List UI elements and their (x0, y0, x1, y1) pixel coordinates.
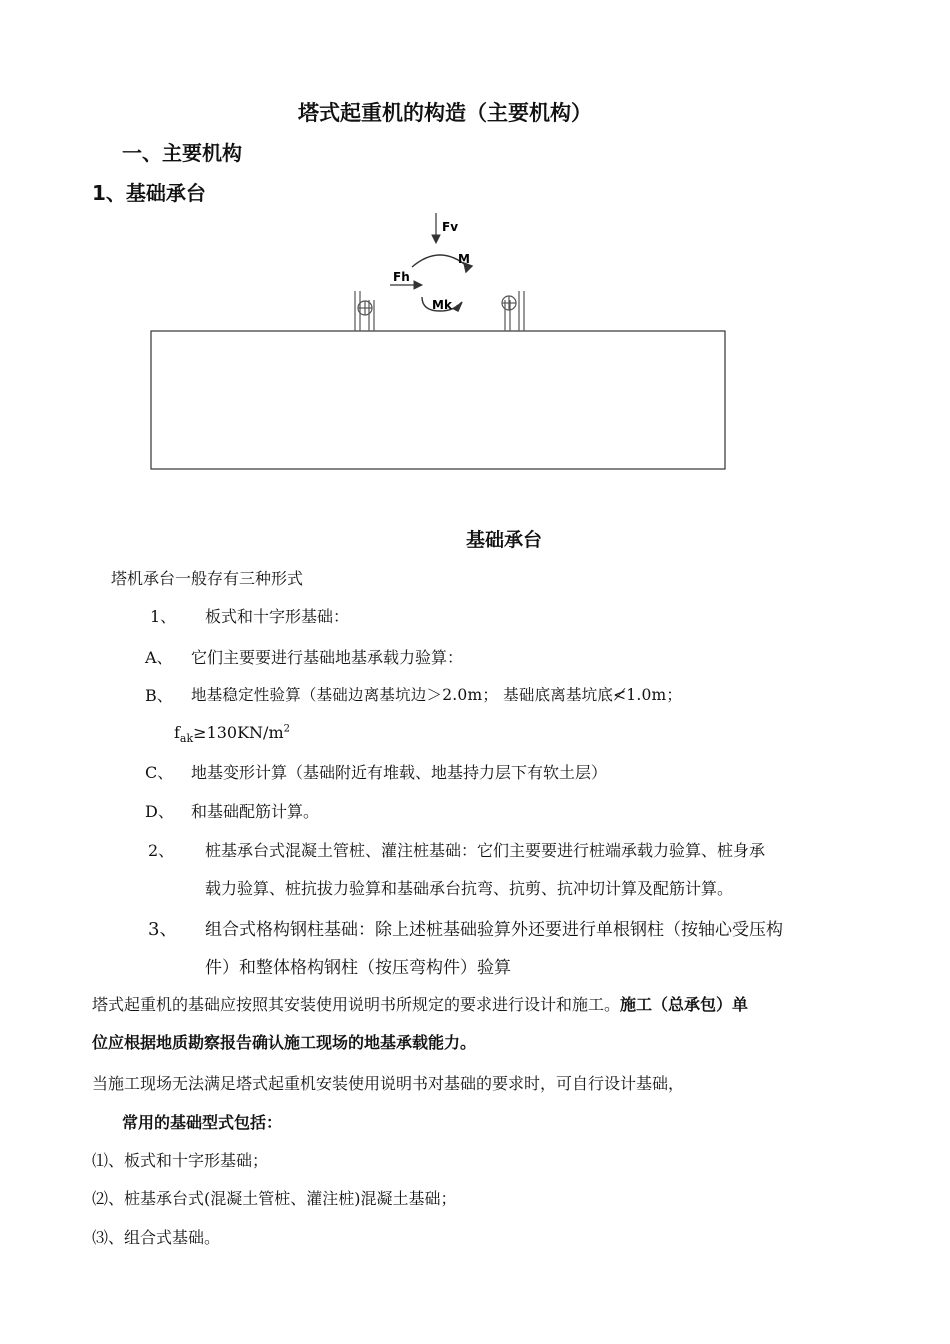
paragraph-2: 当施工现场无法满足塔式起重机安装使用说明书对基础的要求时，可自行设计基础， (92, 1074, 685, 1093)
paragraph-1-bold-line2: 位应根据地质勘察报告确认施工现场的地基承载能力。 (92, 1033, 477, 1052)
subsection-heading: 1、基础承台 (92, 181, 206, 205)
page-title: 塔式起重机的构造（主要机构） (298, 101, 592, 125)
mk-label: Mk (432, 298, 452, 312)
figure-caption: 基础承台 (466, 529, 543, 551)
item-3-line2: 件）和整体格构钢柱（按压弯构件）验算 (205, 958, 511, 978)
section-heading: 一、主要机构 (122, 141, 242, 165)
foundation-slab (151, 331, 725, 469)
fv-label: Fv (442, 220, 459, 234)
list-item: ⑵、桩基承台式(混凝土管桩、灌注桩)混凝土基础； (92, 1189, 457, 1208)
right-anchor-bolt (500, 291, 528, 331)
item-d-text: 和基础配筋计算。 (191, 802, 320, 821)
paragraph-1-normal: 塔式起重机的基础应按照其安装使用说明书所规定的要求进行设计和施工。 (92, 995, 621, 1014)
common-types-heading: 常用的基础型式包括： (122, 1113, 283, 1132)
item-b-number: B、 (145, 686, 173, 705)
paragraph-1-bold-start: 施工（总承包）单 (620, 995, 749, 1014)
formula-superscript: 2 (283, 723, 290, 735)
item-a-text: 它们主要要进行基础地基承载力验算： (191, 648, 464, 667)
item-a-number: A、 (145, 648, 173, 667)
item-1-number: 1、 (150, 607, 177, 626)
item-2-number: 2、 (148, 841, 175, 860)
list-item: ⑴、板式和十字形基础； (92, 1151, 269, 1170)
left-anchor-bolt (352, 291, 380, 331)
item-b-text: 地基稳定性验算（基础边离基坑边＞2.0m； 基础底离基坑底≮1.0m； (191, 686, 683, 704)
item-c-text: 地基变形计算（基础附近有堆载、地基持力层下有软土层） (191, 763, 608, 782)
intro-text: 塔机承台一般存有三种形式 (111, 569, 304, 588)
item-1-text: 板式和十字形基础： (205, 607, 350, 626)
fh-label: Fh (393, 270, 410, 284)
foundation-diagram (140, 205, 740, 480)
item-b-formula (174, 723, 290, 745)
paragraph-1 (92, 992, 748, 1015)
item-d-number: D、 (145, 802, 174, 821)
item-2-line1: 桩基承台式混凝土管桩、灌注桩基础：它们主要要进行桩端承载力验算、桩身承 (205, 841, 766, 860)
item-c-number: C、 (145, 763, 174, 782)
formula-f: f (174, 723, 180, 742)
item-3-number: 3、 (148, 919, 178, 940)
fv-arrow (432, 213, 440, 243)
formula-rest: ≥130KN/m (193, 723, 284, 742)
item-2-line2: 载力验算、桩抗拔力验算和基础承台抗弯、抗剪、抗冲切计算及配筋计算。 (205, 879, 734, 898)
list-item: ⑶、组合式基础。 (92, 1228, 221, 1247)
formula-subscript: ak (179, 732, 194, 746)
m-label: M (458, 252, 470, 266)
item-3-line1: 组合式格构钢柱基础：除上述桩基础验算外还要进行单根钢柱（按轴心受压构 (205, 920, 783, 940)
